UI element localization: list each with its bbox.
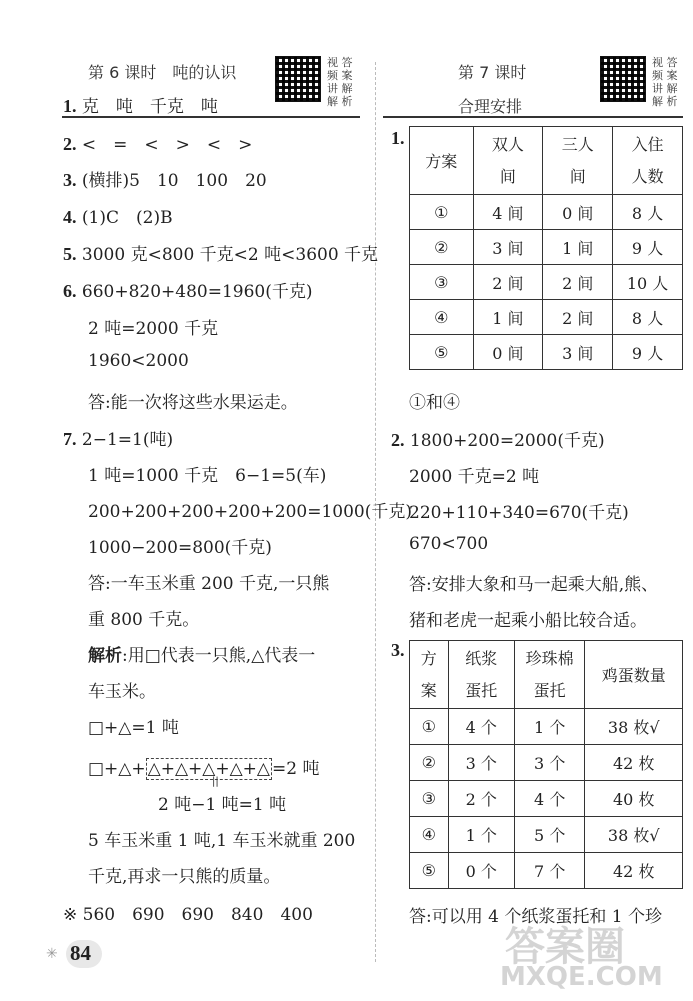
q2-line-5: 答:安排大象和马一起乘大船,熊、 [409,575,659,595]
answer-7: 7. 2−1=1(吨) [63,429,174,450]
table-header-cell: 珍珠棉 蛋托 [514,641,585,709]
answer-5: 5. 3000 克<800 千克<2 吨<3600 千克 [63,244,379,265]
q7-line-3: 1000−200=800(千克) [88,538,272,558]
table-header-cell: 三人 间 [543,127,613,195]
answer-3: 3. (横排)5 10 100 20 [63,170,267,191]
right-header-rule [383,116,683,118]
table-row: ③ 2 间 2 间 10 人 [410,265,683,300]
table-row: ② 3 间 1 间 9 人 [410,230,683,265]
table-header-row [410,127,683,195]
egg-tray-table [409,640,683,889]
right-qr-label: 视 答 频 案 讲 解 解 析 [652,56,678,108]
table-header-cell: 鸡蛋数量 [585,641,683,709]
answer-4: 4. (1)C (2)B [63,207,173,228]
q2-line-4: 670<700 [409,534,489,554]
right-lesson-subtitle: 合理安排 [458,97,523,116]
table-row: ① 4 个 1 个 38 枚√ [410,709,683,745]
table-header-cell: 入住 人数 [613,127,683,195]
table-header-row [410,641,683,709]
table-header-cell: 双人 间 [473,127,543,195]
q7-line-5: 重 800 千克。 [88,610,200,630]
table-row: ③ 2 个 4 个 40 枚 [410,781,683,817]
q7-line-2: 200+200+200+200+200=1000(千克) [88,502,412,522]
left-qr-label: 视 答 频 案 讲 解 解 析 [327,56,353,108]
q6-answer: 答:能一次将这些水果运走。 [88,393,298,413]
analysis: 解析:用□代表一只熊,△代表一 [88,646,316,666]
q1-number: 1. [391,128,405,148]
table-header-cell: 方 案 [410,641,449,709]
answer-1: 1. 克 吨 千克 吨 [63,96,218,117]
q1-answer: ①和④ [409,393,460,413]
left-qr-code [275,56,321,102]
watermark-logo: 答案圈 [505,924,625,970]
right-lesson-title: 第 7 课时 [458,63,527,82]
conclusion-1: 5 车玉米重 1 吨,1 车玉米就重 200 [88,831,356,851]
analysis-line-2: 车玉米。 [88,682,156,702]
table-row: ① 4 间 0 间 8 人 [410,195,683,230]
table-header-cell: 纸浆 蛋托 [448,641,514,709]
q6-line-2: 1960<2000 [88,351,189,371]
q2-line-3: 220+110+340=670(千克) [409,503,629,523]
right-qr-code [600,56,646,102]
q2-line-2: 2000 千克=2 吨 [409,467,540,487]
answer-2: 2. < = < > < > [63,134,253,155]
left-lesson-title: 第 6 课时 吨的认识 [88,63,237,82]
equal-mark: || [212,776,219,787]
equation-1: □+△=1 吨 [88,718,179,738]
answer-6: 6. 660+820+480=1960(千克) [63,281,313,302]
q6-line-1: 2 吨=2000 千克 [88,319,219,339]
table-row: ⑤ 0 间 3 间 9 人 [410,335,683,370]
q7-line-4: 答:一车玉米重 200 千克,一只熊 [88,574,330,594]
q7-line-1: 1 吨=1000 千克 6−1=5(车) [88,466,327,486]
q3-answer: 答:可以用 4 个纸浆蛋托和 1 个珍 [409,907,662,927]
table-row: ② 3 个 3 个 42 枚 [410,745,683,781]
q3-number: 3. [391,640,405,660]
q2-line-1: 2. 1800+200=2000(千克) [391,430,605,451]
q2-line-6: 猪和老虎一起乘小船比较合适。 [409,611,647,631]
rooms-table [409,126,683,370]
table-row: ④ 1 间 2 间 8 人 [410,300,683,335]
equation-2-dashed-box: △+△+△+△+△ [147,759,270,779]
table-row: ④ 1 个 5 个 38 枚√ [410,817,683,853]
extra-answers: ※ 560 690 690 840 400 [63,905,313,925]
star-icon: ✳ [46,946,58,962]
table-header-cell: 方案 [410,127,474,195]
equation-3: 2 吨−1 吨=1 吨 [158,795,287,815]
equation-2: □+△+ △+△+△+△+△ =2 吨 [88,759,320,779]
conclusion-2: 千克,再求一只熊的质量。 [88,867,281,887]
table-row: ⑤ 0 个 7 个 42 枚 [410,853,683,889]
page-number: 84 [70,941,91,965]
watermark-url: MXQE.COM [500,962,663,992]
